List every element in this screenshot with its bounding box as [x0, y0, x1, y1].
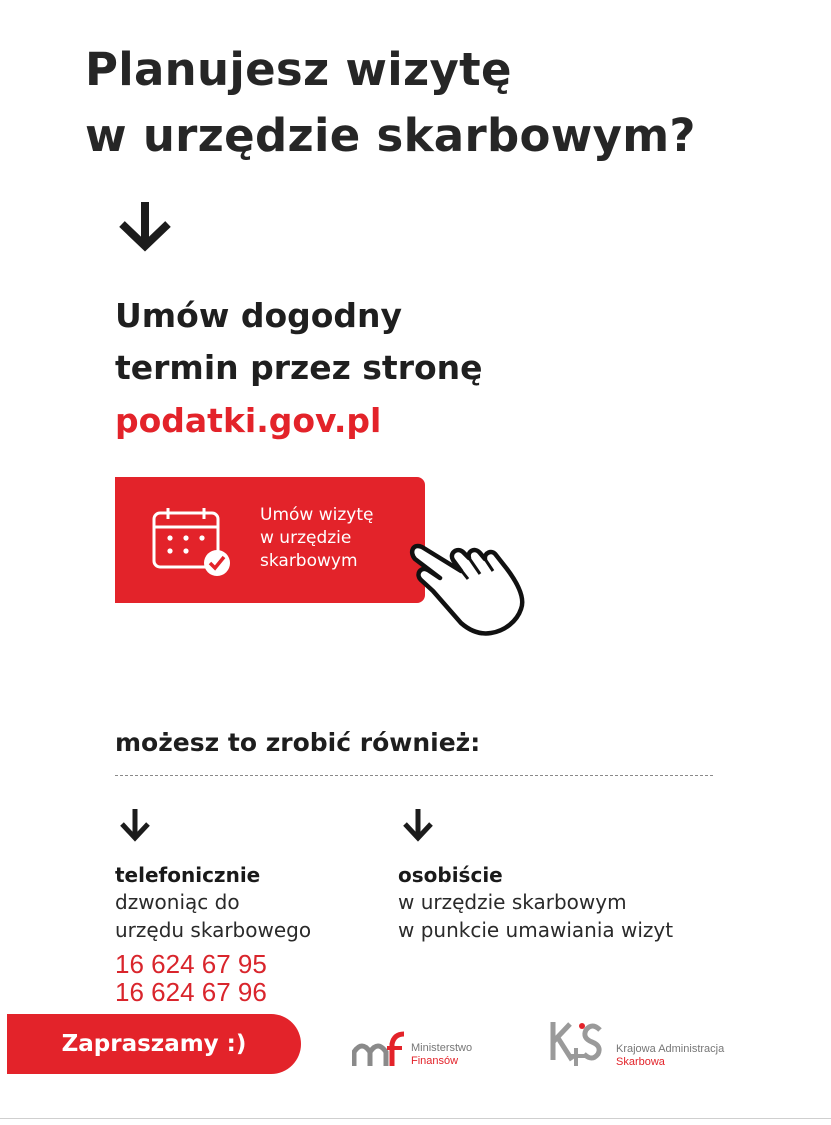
- dashed-divider: [115, 775, 713, 776]
- website-link[interactable]: podatki.gov.pl: [115, 401, 382, 440]
- pointing-hand-icon: [395, 525, 535, 644]
- phone-number-2[interactable]: 16 624 67 96: [115, 977, 267, 1007]
- mf-logo-line-1: Ministerstwo: [411, 1042, 473, 1054]
- invite-badge: Zapraszamy :): [7, 1014, 301, 1074]
- headline-line-1: Planujesz wizytę: [85, 43, 512, 96]
- phone-title: telefonicznie: [115, 863, 261, 887]
- arrow-down-icon: [116, 200, 174, 252]
- in-person-line-2: w punkcie umawiania wizyt: [398, 918, 674, 942]
- phone-line-1: dzwoniąc do: [115, 890, 240, 914]
- book-visit-button[interactable]: [115, 477, 425, 603]
- cta-line-3: skarbowym: [260, 551, 358, 571]
- headline-line-2: w urzędzie skarbowym?: [85, 109, 696, 162]
- calendar-check-icon: [151, 507, 237, 581]
- in-person-line-1: w urzędzie skarbowym: [398, 890, 627, 914]
- mf-logo-icon: [352, 1030, 406, 1074]
- mf-logo-line-2: Finansów: [411, 1055, 459, 1067]
- phone-number-1[interactable]: 16 624 67 95: [115, 949, 267, 979]
- kas-logo-line-1: Krajowa Administracja: [616, 1043, 725, 1055]
- subhead-line-2: termin przez stronę: [115, 348, 483, 387]
- kas-logo-line-2: Skarbowa: [616, 1056, 665, 1068]
- alternatives-heading: możesz to zrobić również:: [115, 728, 481, 757]
- cta-line-2: w urzędzie: [260, 528, 352, 548]
- bottom-rule: [0, 1118, 831, 1119]
- arrow-down-icon: [118, 808, 152, 842]
- in-person-title: osobiście: [398, 863, 503, 887]
- subhead-line-1: Umów dogodny: [115, 296, 403, 335]
- kas-logo-icon: [548, 1018, 608, 1072]
- phone-line-2: urzędu skarbowego: [115, 918, 312, 942]
- arrow-down-icon: [401, 808, 435, 842]
- cta-line-1: Umów wizytę: [260, 505, 374, 525]
